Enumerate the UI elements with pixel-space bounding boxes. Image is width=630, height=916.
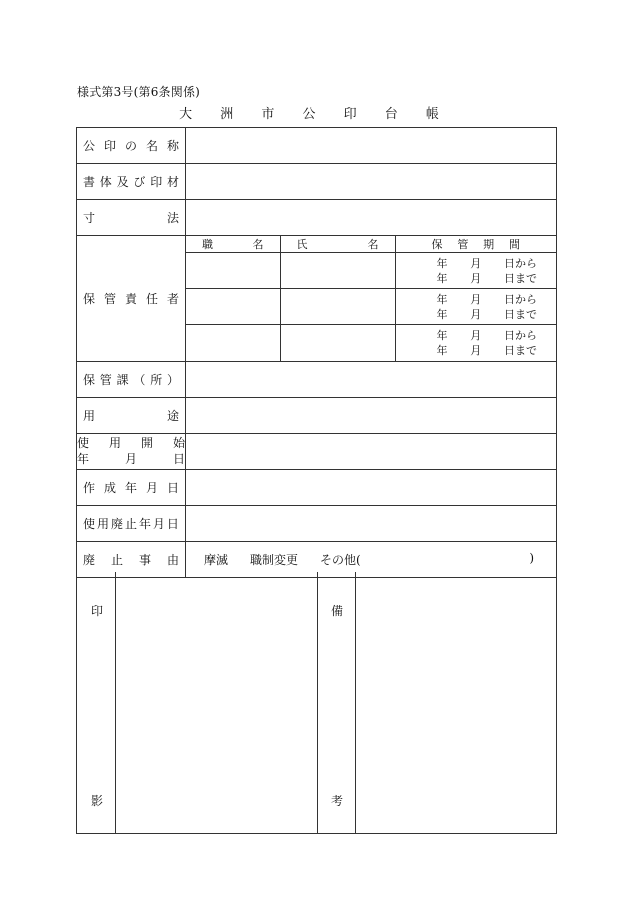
- label-char: 日: [166, 480, 179, 495]
- label-created: [77, 469, 186, 505]
- field-department[interactable]: [186, 361, 557, 397]
- label-char: 管: [103, 291, 116, 306]
- month-label: 月: [470, 293, 482, 306]
- day-label: 日まで: [504, 308, 537, 321]
- label-char: 印: [103, 139, 116, 153]
- label-start-date: [77, 433, 186, 469]
- label-char: 途: [166, 408, 179, 423]
- label-font-material: [77, 164, 186, 200]
- justified-label: [77, 371, 185, 388]
- field-person-2[interactable]: [280, 289, 395, 325]
- label-char: 名: [252, 238, 264, 251]
- label-abolished: [77, 505, 186, 541]
- label-char: 月: [124, 452, 137, 466]
- justified-label: [77, 290, 185, 307]
- label-char: 止: [110, 552, 123, 567]
- field-position-2[interactable]: [186, 289, 280, 325]
- justified-label: [77, 407, 185, 424]
- field-position-3[interactable]: [186, 325, 280, 361]
- justified-label: [77, 173, 185, 190]
- reason-reorg[interactable]: 職制変更: [250, 552, 299, 567]
- field-person-3[interactable]: [280, 325, 395, 361]
- label-char: 称: [166, 139, 179, 153]
- period-from-line: [437, 328, 543, 343]
- justified-label: [77, 479, 185, 496]
- label-char: 事: [138, 552, 151, 567]
- header-position: [186, 236, 280, 253]
- seal-label-top: 印: [91, 604, 104, 618]
- field-created[interactable]: [186, 469, 557, 505]
- label-custodian: [77, 236, 186, 362]
- label-char: 保: [83, 291, 96, 306]
- period-until-line: [437, 271, 543, 286]
- label-char: 公: [83, 139, 96, 153]
- field-purpose[interactable]: [186, 397, 557, 433]
- field-abolished[interactable]: [186, 505, 557, 541]
- page-title: 大 洲 市 公 印 台 帳: [179, 107, 451, 122]
- label-seal-name: [77, 128, 186, 164]
- month-label: 月: [470, 344, 482, 358]
- label-char: 所: [150, 372, 163, 387]
- label-char: 始: [172, 436, 185, 450]
- month-label: 月: [470, 272, 482, 285]
- label-char: 月: [152, 516, 165, 531]
- label-char: 期: [483, 238, 495, 251]
- label-department: [77, 361, 186, 397]
- period-2[interactable]: [395, 289, 556, 325]
- year-label: 年: [436, 344, 448, 358]
- year-label: 年: [436, 308, 448, 321]
- label-char: 間: [508, 238, 520, 251]
- justified-label: [281, 236, 395, 252]
- label-char: 由: [166, 552, 179, 567]
- label-char: 名: [367, 238, 379, 251]
- period-until-line: [437, 343, 543, 358]
- seal-impression-box[interactable]: [116, 572, 317, 833]
- label-char: 使: [77, 436, 90, 450]
- label-char: 印: [150, 175, 163, 189]
- label-char: 廃: [83, 552, 96, 567]
- label-char: 使: [83, 516, 96, 531]
- label-size: [77, 200, 186, 236]
- justified-label: [77, 209, 185, 226]
- label-char: 廃: [110, 516, 123, 531]
- label-char: 止: [124, 516, 137, 531]
- justified-label: [77, 515, 185, 532]
- label-purpose: [77, 397, 186, 433]
- label-char: 職: [202, 238, 213, 251]
- justified-label: [77, 435, 185, 451]
- day-label: 日から: [504, 329, 537, 343]
- period-text: [396, 255, 557, 286]
- label-char: 開: [140, 436, 153, 450]
- period-from-line: [437, 292, 543, 307]
- justified-label: [77, 137, 185, 154]
- label-char: 年: [124, 480, 137, 495]
- label-char: 及: [116, 175, 129, 189]
- label-char: 者: [166, 291, 179, 306]
- label-char: 法: [166, 211, 179, 225]
- label-char: 保: [83, 372, 96, 387]
- label-char: 管: [99, 372, 112, 387]
- label-char: 月: [145, 480, 158, 495]
- month-label: 月: [470, 308, 482, 321]
- label-char: 管: [457, 238, 469, 251]
- label-char: 氏: [296, 238, 308, 251]
- field-seal-name[interactable]: [186, 128, 557, 164]
- period-from-line: [437, 256, 543, 271]
- day-label: 日まで: [504, 272, 537, 285]
- justified-label: [77, 451, 185, 467]
- period-1[interactable]: [395, 253, 556, 289]
- day-label: 日から: [504, 293, 537, 306]
- label-char: 用: [96, 516, 109, 531]
- justified-label: [77, 551, 185, 568]
- month-label: 月: [470, 329, 482, 343]
- label-char: 用: [108, 436, 121, 450]
- year-label: 年: [436, 329, 448, 343]
- reason-close-paren: ): [529, 550, 534, 565]
- divider: [317, 572, 318, 833]
- label-char: 年: [77, 452, 90, 466]
- label-char: 作: [83, 480, 96, 495]
- seal-label-bottom: 影: [91, 794, 104, 808]
- reason-other[interactable]: その他(: [320, 552, 361, 567]
- label-char: （: [133, 372, 146, 387]
- label-char: 材: [166, 175, 179, 189]
- label-char: 寸: [83, 211, 96, 225]
- year-label: 年: [436, 257, 448, 270]
- remarks-label-bottom: 考: [331, 794, 344, 808]
- field-font-material[interactable]: [186, 164, 557, 200]
- label-char: 名: [145, 139, 158, 153]
- label-char: 課: [116, 372, 129, 387]
- remarks-box[interactable]: [356, 572, 557, 833]
- justified-label: [186, 236, 280, 252]
- field-size[interactable]: [186, 200, 557, 236]
- label-char: 日: [166, 516, 179, 531]
- label-char: 用: [83, 408, 96, 423]
- label-char: 日: [172, 452, 185, 466]
- label-char: び: [133, 175, 146, 189]
- reason-wear[interactable]: 摩滅: [204, 552, 229, 567]
- label-char: 体: [99, 175, 112, 189]
- label-char: 保: [431, 238, 443, 251]
- label-char: 責: [124, 291, 137, 306]
- label-char: 任: [145, 291, 158, 306]
- form-reference: 様式第3号(第6条関係): [77, 85, 201, 99]
- field-start-date[interactable]: [186, 433, 557, 469]
- year-label: 年: [436, 293, 448, 306]
- period-text: [396, 291, 557, 322]
- seal-remarks-area: [76, 572, 557, 834]
- label-char: ）: [166, 372, 179, 387]
- period-text: [396, 327, 557, 358]
- month-label: 月: [470, 257, 482, 270]
- label-char: 年: [138, 516, 151, 531]
- label-char: 書: [83, 175, 96, 189]
- period-until-line: [437, 307, 543, 322]
- label-char: 成: [103, 480, 116, 495]
- remarks-label-top: 備: [331, 604, 344, 618]
- period-3[interactable]: [395, 325, 556, 361]
- label-char: の: [124, 139, 137, 153]
- custody-cell: [186, 236, 557, 362]
- year-label: 年: [436, 272, 448, 285]
- header-period: [395, 236, 556, 253]
- header-person: [280, 236, 395, 253]
- justified-label: [396, 236, 557, 252]
- field-position-1[interactable]: [186, 253, 280, 289]
- day-label: 日から: [504, 257, 537, 270]
- seal-registry-table: [76, 127, 557, 578]
- custody-table: [186, 236, 556, 361]
- field-person-1[interactable]: [280, 253, 395, 289]
- day-label: 日まで: [504, 344, 537, 358]
